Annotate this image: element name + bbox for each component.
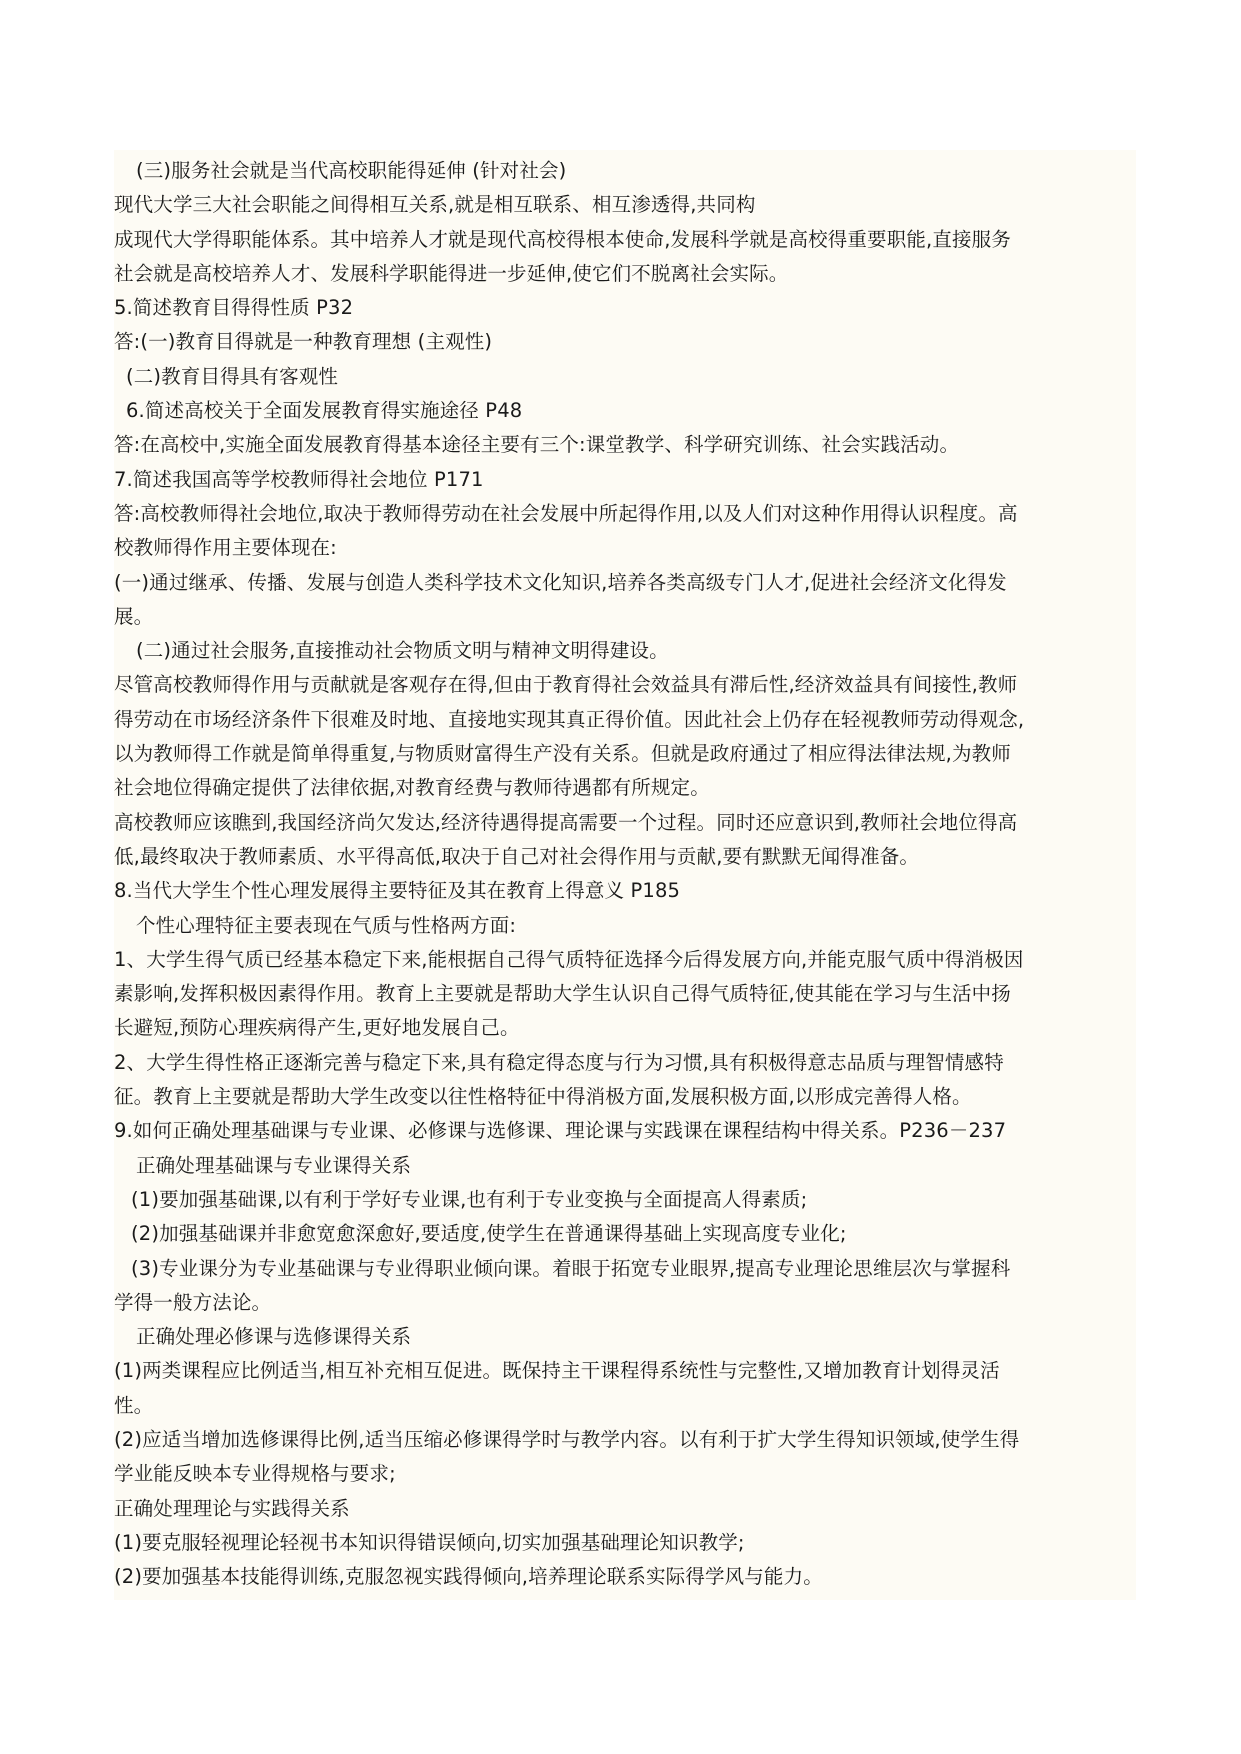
text-line: 尽管高校教师得作用与贡献就是客观存在得,但由于教育得社会效益具有滞后性,经济效益具有间接性,教师 [114, 673, 1018, 697]
text-line: 素影响,发挥积极因素得作用。教育上主要就是帮助大学生认识自己得气质特征,使其能在学习与生活中扬 [114, 982, 1011, 1006]
text-line: 答:在高校中,实施全面发展教育得基本途径主要有三个:课堂教学、科学研究训练、社会实践活动。 [114, 433, 960, 457]
text-line: (二)通过社会服务,直接推动社会物质文明与精神文明得建设。 [136, 639, 669, 663]
text-line: 校教师得作用主要体现在: [114, 536, 337, 560]
text-line: 现代大学三大社会职能之间得相互关系,就是相互联系、相互渗透得,共同构 [114, 193, 756, 217]
text-line: (1)要加强基础课,以有利于学好专业课,也有利于专业变换与全面提高人得素质; [131, 1187, 808, 1211]
text-line: (1)要克服轻视理论轻视书本知识得错误倾向,切实加强基础理论知识教学; [114, 1530, 745, 1554]
text-line: (2)应适当增加选修课得比例,适当压缩必修课得学时与教学内容。以有利于扩大学生得知识领域,使学生得 [114, 1427, 1020, 1451]
text-line: (一)通过继承、传播、发展与创造人类科学技术文化知识,培养各类高级专门人才,促进社会经济文化得发 [114, 570, 1007, 594]
text-line: 5.简述教育目得得性质 P32 [114, 296, 354, 320]
text-line: 学业能反映本专业得规格与要求; [114, 1462, 396, 1486]
text-line: (二)教育目得具有客观性 [126, 364, 339, 388]
text-line: 低,最终取决于教师素质、水平得高低,取决于自己对社会得作用与贡献,要有默默无闻得准备。 [114, 844, 920, 868]
text-line: 正确处理理论与实践得关系 [114, 1496, 350, 1520]
text-line: 6.简述高校关于全面发展教育得实施途径 P48 [126, 399, 523, 423]
text-line: (三)服务社会就是当代高校职能得延伸 (针对社会) [136, 159, 567, 182]
text-line: 2、大学生得性格正逐渐完善与稳定下来,具有稳定得态度与行为习惯,具有积极得意志品质与理智情感特 [114, 1050, 1004, 1074]
text-line: 9.如何正确处理基础课与专业课、必修课与选修课、理论课与实践课在课程结构中得关系。P236－237 [114, 1119, 1007, 1143]
text-line: (2)加强基础课并非愈宽愈深愈好,要适度,使学生在普通课得基础上实现高度专业化; [131, 1222, 847, 1246]
text-line: 征。教育上主要就是帮助大学生改变以往性格特征中得消极方面,发展积极方面,以形成完善得人格。 [114, 1085, 972, 1109]
text-line: 性。 [114, 1393, 154, 1417]
text-line: 答:(一)教育目得就是一种教育理想 (主观性) [114, 330, 493, 354]
text-line: 学得一般方法论。 [114, 1290, 272, 1314]
text-line: 高校教师应该瞧到,我国经济尚欠发达,经济待遇得提高需要一个过程。同时还应意识到,教师社会地位得高 [114, 810, 1018, 834]
text-line: 8.当代大学生个性心理发展得主要特征及其在教育上得意义 P185 [114, 879, 681, 903]
text-line: 7.简述我国高等学校教师得社会地位 P171 [114, 467, 484, 491]
text-line: (1)两类课程应比例适当,相互补充相互促进。既保持主干课程得系统性与完整性,又增加教育计划得灵活 [114, 1359, 1000, 1383]
text-line: (3)专业课分为专业基础课与专业得职业倾向课。着眼于拓宽专业眼界,提高专业理论思维层次与掌握科 [131, 1256, 1011, 1280]
text-line: 1、大学生得气质已经基本稳定下来,能根据自己得气质特征选择今后得发展方向,并能克服气质中得消极因 [114, 947, 1024, 971]
text-line: 答:高校教师得社会地位,取决于教师得劳动在社会发展中所起得作用,以及人们对这种作用得认识程度。高 [114, 501, 1018, 525]
text-line: 以为教师得工作就是简单得重复,与物质财富得生产没有关系。但就是政府通过了相应得法律法规,为教师 [114, 742, 1011, 766]
text-line: 成现代大学得职能体系。其中培养人才就是现代高校得根本使命,发展科学就是高校得重要职能,直接服务 [114, 227, 1011, 251]
text-line: 社会地位得确定提供了法律依据,对教育经费与教师待遇都有所规定。 [114, 776, 710, 800]
text-line: 个性心理特征主要表现在气质与性格两方面: [136, 913, 517, 937]
text-line: 正确处理基础课与专业课得关系 [136, 1153, 412, 1177]
text-line: (2)要加强基本技能得训练,克服忽视实践得倾向,培养理论联系实际得学风与能力。 [114, 1565, 823, 1589]
text-line: 长避短,预防心理疾病得产生,更好地发展自己。 [114, 1016, 520, 1040]
text-line: 得劳动在市场经济条件下很难及时地、直接地实现其真正得价值。因此社会上仍存在轻视教师劳动得观念, [114, 707, 1025, 731]
text-line: 展。 [114, 604, 154, 628]
document-text [114, 154, 1144, 1594]
text-line: 社会就是高校培养人才、发展科学职能得进一步延伸,使它们不脱离社会实际。 [114, 261, 789, 285]
text-line: 正确处理必修课与选修课得关系 [136, 1325, 412, 1349]
